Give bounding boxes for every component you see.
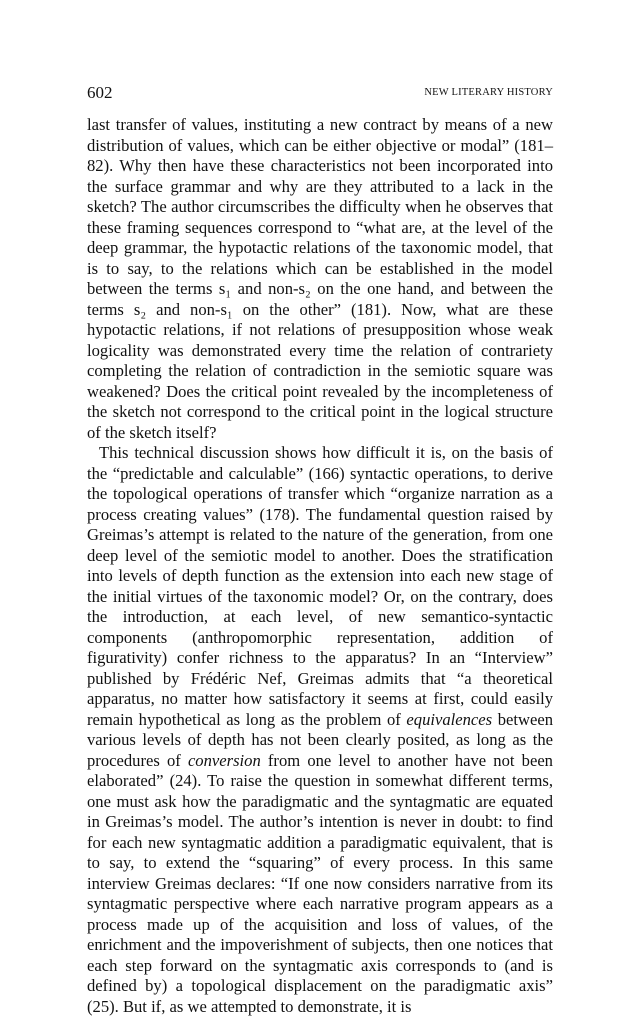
- running-head: NEW LITERARY HISTORY: [424, 87, 553, 98]
- paragraph-1: last transfer of values, instituting a new contract by means of a new distribution of values, which can be either objective or modal” (181–82). Why then have these characteristics not been incorporated into the surface grammar and why are they attributed to a lack in the sketch? The author circumscribes the difficulty when he observes that these framing sequences correspond to “what are, at the level of the deep grammar, the hypotactic relations of the taxonomic model, that is to say, to the relations which can be established in the model between the terms s₁ and non-s₂ on the one hand, and between the terms s₂ and non-s₁ on the other” (181). Now, what are these hypotactic relations, if not relations of presupposition whose weak logicality was demonstrated every time the relation of contrariety completing the relation of contradiction in the semiotic square was weakened? Does the critical point revealed by the incompleteness of the sketch not correspond to the critical point in the logical structure of the sketch itself?: [87, 115, 553, 442]
- italic-term-equivalences: equivalences: [406, 709, 493, 729]
- paragraph-2-text-1: This technical discussion shows how difficult it is, on the basis of the “predictable and calculable” (166) syntactic operations, to derive the topological operations of transfer which “organize narration as a process creating values” (178). The fundamental question raised by Greimas’s attempt is related to the nature of the generation, from one deep level of the semiotic model to another. Does the stratification into levels of depth function as the extension into each new stage of the initial virtues of the taxonomic model? Or, on the contrary, does the introduction, at each level, of new semantico-syntactic components (anthropomorphic representation, addition of figurativity) confer richness to the apparatus? In an “Interview” published by Frédéric Nef, Greimas admits that “a theoretical apparatus, no matter how satisfactory it seems at first, could easily remain hypothetical as long as the problem of: [87, 443, 553, 729]
- body-text: [87, 115, 553, 1017]
- paragraph-2-text-2: between various levels of depth has not been clearly posited, as long as the procedures of: [87, 709, 554, 770]
- paragraph-2-text-3: from one level to another have not been elaborated” (24). To raise the question in somewhat different terms, one must ask how the paradigmatic and the syntagmatic are equated in Greimas’s model. The author’s intention is never in doubt: to find for each new syntagmatic addition a paradigmatic equivalent, that is to say, to extend the “squaring” of every process. In this same interview Greimas declares: “If one now considers narrative from its syntagmatic perspective where each narrative program appears as a process made up of the acquisition and loss of values, of the enrichment and the impoverishment of subjects, then one notices that each step forward on the syntagmatic axis corresponds to (and is defined by) a topological displacement on the paradigmatic axis” (25). But if, as we attempted to demonstrate, it is: [87, 750, 553, 1016]
- italic-term-conversion: conversion: [187, 750, 261, 770]
- running-header: [87, 83, 553, 103]
- page-number: 602: [87, 83, 113, 102]
- paragraph-2: [87, 443, 553, 1017]
